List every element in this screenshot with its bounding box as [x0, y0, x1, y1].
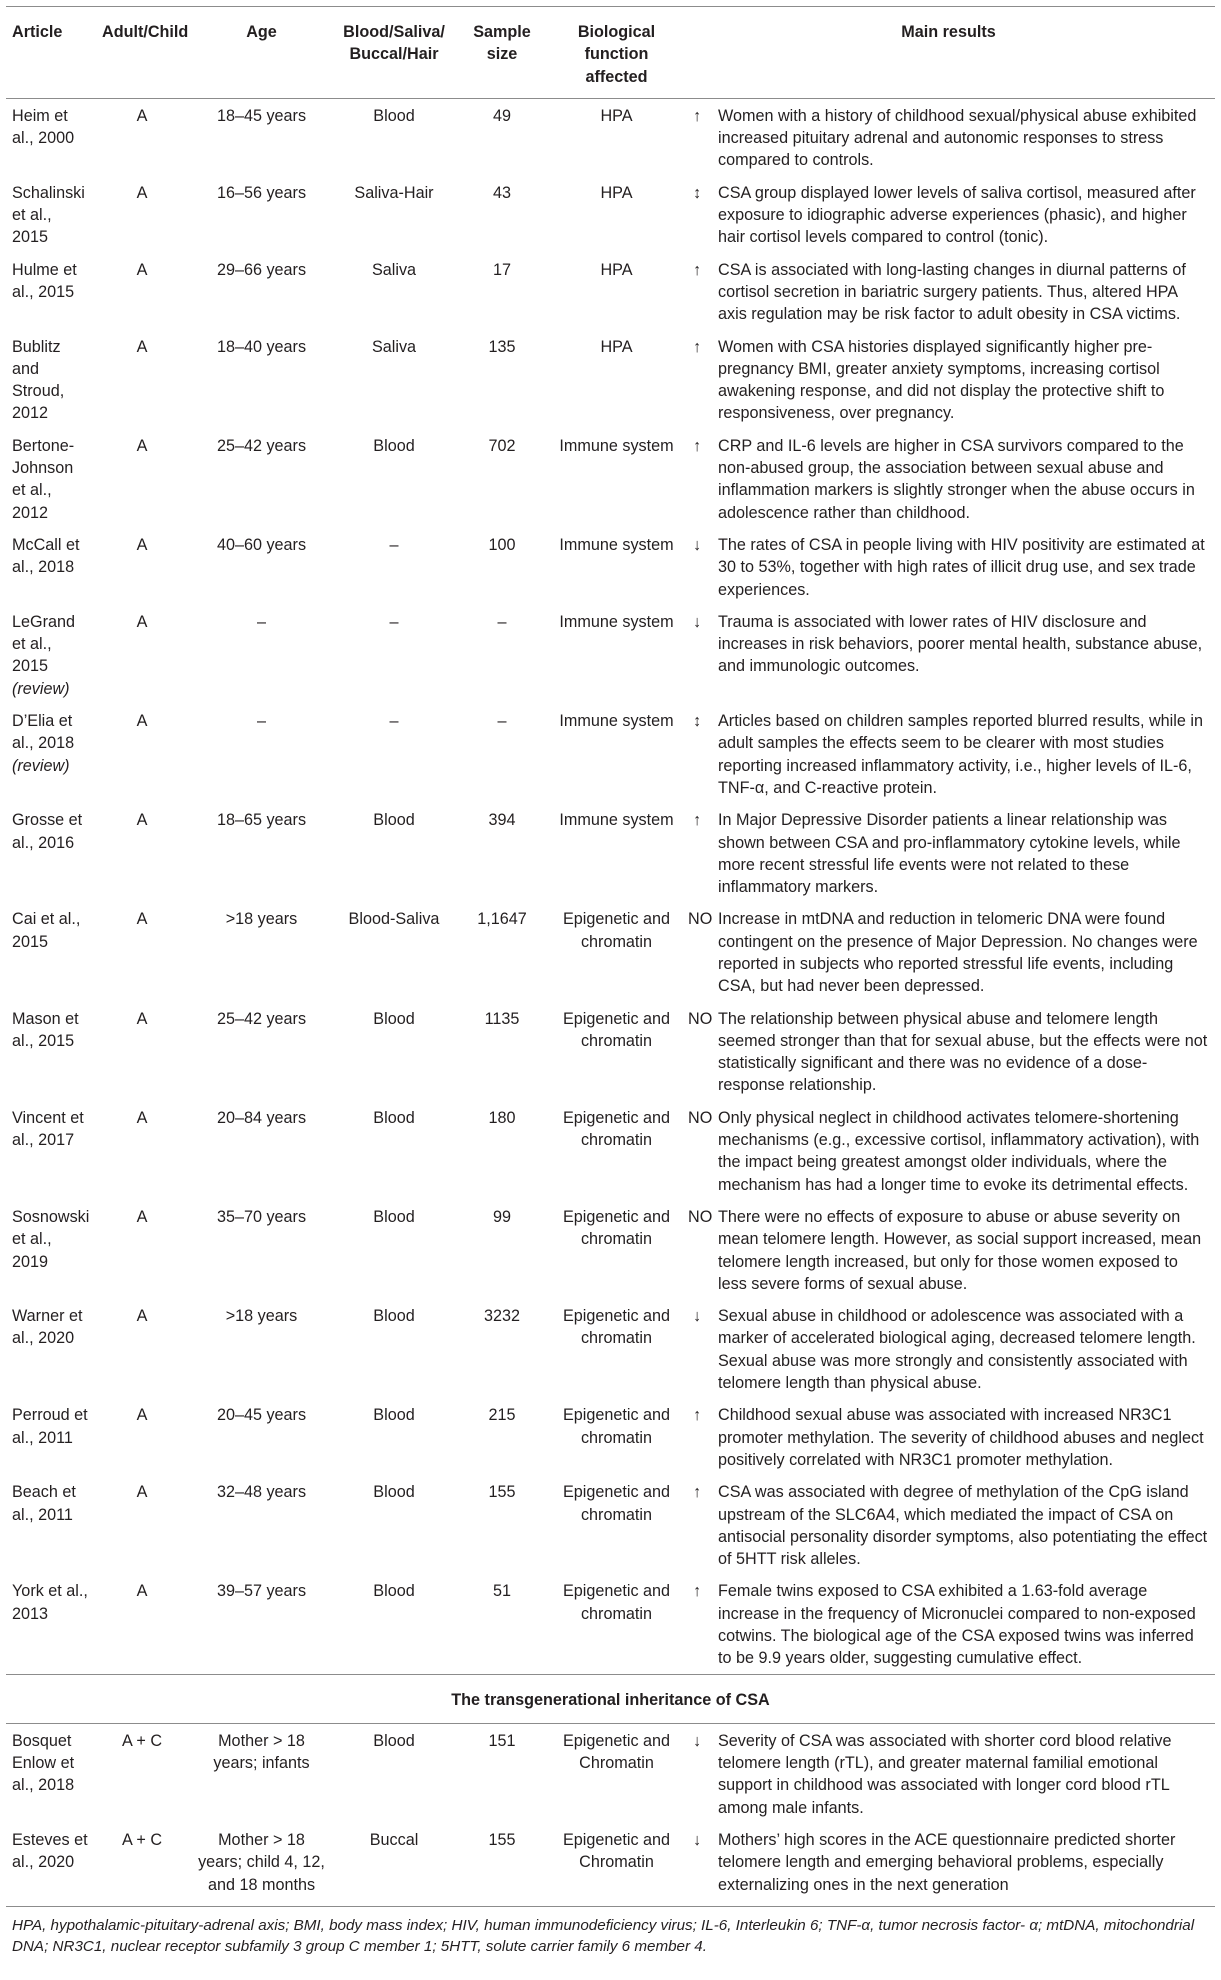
- header-article: Article: [6, 7, 96, 99]
- header-sample-type: Blood/Saliva/ Buccal/Hair: [335, 7, 453, 99]
- function-cell: HPA: [600, 337, 633, 356]
- header-main-results: Main results: [682, 7, 1215, 99]
- sample-type-cell: Blood: [373, 1483, 415, 1502]
- function-cell: HPA: [600, 183, 633, 202]
- adult-child-cell: A: [136, 712, 148, 731]
- result-cell: CSA is associated with long-lasting changes in diurnal patterns of cortisol secretion in bariatric surgery patients. Thus, altered HPA axis regulation may be risk factor to adult obesity in CSA victims.: [718, 260, 1186, 324]
- sample-type-cell: Blood: [373, 1582, 415, 1601]
- direction-indicator: ↑: [692, 337, 702, 356]
- header-adult-child: Adult/Child: [96, 7, 188, 99]
- direction-indicator: ↑: [692, 260, 702, 279]
- result-cell: Articles based on children samples reported blurred results, while in adult samples the effects seem to be clearer with most studies reporting increased inflammatory activity, i.e., higher levels of IL-6, TNF-α, and C-reactive protein.: [718, 712, 1203, 797]
- result-cell: Severity of CSA was associated with shorter cord blood relative telomere length (rTL), and greater maternal familial emotional support in childhood was associated with longer cord blood rTL among male infants.: [718, 1731, 1172, 1817]
- article-cell: [6, 98, 96, 175]
- article-cell: [6, 1200, 96, 1299]
- age-cell: –: [256, 712, 266, 731]
- sample-type-cell: Saliva-Hair: [354, 183, 434, 202]
- sample-size-cell: –: [497, 612, 507, 631]
- table-row: [6, 429, 1215, 528]
- sample-type-cell: Blood: [373, 436, 415, 455]
- sample-size-cell: 135: [488, 337, 516, 356]
- adult-child-cell: A: [136, 1582, 148, 1601]
- function-cell: Epigenetic and chromatin: [562, 1483, 671, 1524]
- result-cell: CSA group displayed lower levels of saliva cortisol, measured after exposure to idiographic adverse experiences (phasic), and higher hair cortisol levels compared to control (tonic).: [718, 183, 1196, 247]
- function-cell: Epigenetic and chromatin: [562, 910, 671, 951]
- table-row: [6, 605, 1215, 704]
- direction-indicator: ↑: [692, 436, 702, 455]
- age-cell: 20–84 years: [216, 1108, 307, 1127]
- header-function: Biological function affected: [551, 7, 682, 99]
- article-cell: [6, 429, 96, 528]
- table-footnote: HPA, hypothalamic-pituitary-adrenal axis; BMI, body mass index; HIV, human immunodeficiency virus; IL-6, Interleukin 6; TNF-α, tumor necrosis factor- α; mtDNA, mitochondrial DNA; NR3C1, nuclear receptor subfamily 3 group C member 1; 5HTT, solute carrier family 6 member 4.: [12, 1916, 1195, 1955]
- direction-indicator: ↓: [682, 1823, 712, 1906]
- adult-child-cell: A: [136, 1406, 148, 1425]
- age-cell: 18–65 years: [216, 811, 307, 830]
- article-citation: Mason et al., 2015: [12, 1009, 79, 1050]
- article-cell: [6, 704, 96, 803]
- article-citation: Bublitz and Stroud, 2012: [12, 337, 65, 423]
- adult-child-cell: A: [136, 535, 148, 554]
- article-citation: Vincent et al., 2017: [12, 1108, 84, 1150]
- age-cell: 39–57 years: [216, 1582, 307, 1601]
- function-cell: Immune system: [559, 535, 674, 554]
- adult-child-cell: A: [136, 106, 148, 125]
- article-citation: Schalinski et al., 2015: [12, 183, 85, 247]
- table-row: [6, 1475, 1215, 1574]
- adult-child-cell: A: [136, 1108, 148, 1127]
- result-cell: There were no effects of exposure to abuse or abuse severity on mean telomere length. However, as social support increased, mean telomere length increased, but only for those women exposed to less severe forms of sexual abuse.: [718, 1207, 1202, 1293]
- table-row: [6, 176, 1215, 253]
- function-cell: Epigenetic and Chromatin: [551, 1823, 682, 1906]
- article-citation: McCall et al., 2018: [12, 535, 80, 577]
- result-cell: Increase in mtDNA and reduction in telomeric DNA were found contingent on the presence of Major Depression. No changes were reported in subjects who reported stressful life events, including CSA, but had never been depressed.: [718, 910, 1198, 996]
- result-cell: Sexual abuse in childhood or adolescence was associated with a marker of accelerated biological aging, decreased telomere length. Sexual abuse was more strongly and consistently associated with telomere length than physical abuse.: [718, 1307, 1196, 1393]
- table-row: [6, 1723, 1215, 1823]
- direction-indicator: NO: [688, 910, 713, 929]
- adult-child-cell: A: [136, 910, 148, 929]
- result-cell: The relationship between physical abuse and telomere length seemed stronger than that for sexual abuse, but the effects were not statistically significant and there was no evidence of a dose-response relationship.: [718, 1009, 1208, 1095]
- sample-type-cell: Blood: [373, 106, 415, 125]
- adult-child-cell: A: [136, 260, 148, 279]
- result-cell: Trauma is associated with lower rates of HIV disclosure and increases in risk behaviors, poorer mental health, substance abuse, and immunologic outcomes.: [718, 612, 1203, 676]
- sample-size-cell: 394: [488, 811, 516, 830]
- article-cell: [6, 1101, 96, 1200]
- sample-type-cell: Blood: [373, 1009, 415, 1028]
- header-age: Age: [188, 7, 335, 99]
- article-citation: LeGrand et al., 2015: [12, 612, 75, 676]
- article-citation: Grosse et al., 2016: [12, 811, 83, 852]
- table-row: [6, 1574, 1215, 1674]
- direction-indicator: ↑: [692, 1582, 702, 1601]
- direction-indicator: ↓: [692, 1307, 702, 1326]
- direction-indicator: NO: [688, 1009, 713, 1028]
- sample-type-cell: Buccal: [335, 1823, 453, 1906]
- result-cell: Women with a history of childhood sexual/physical abuse exhibited increased pituitary adrenal and autonomic responses to stress compared to controls.: [718, 106, 1197, 170]
- result-cell: Mothers’ high scores in the ACE questionnaire predicted shorter telomere length and emerging behavioral problems, especially externalizing ones in the next generation: [712, 1823, 1215, 1906]
- function-cell: Epigenetic and chromatin: [562, 1009, 671, 1050]
- article-cell: [6, 1002, 96, 1101]
- article-citation: Perroud et al., 2011: [12, 1406, 88, 1447]
- results-table: [6, 6, 1215, 1907]
- table-row: [6, 902, 1215, 1001]
- function-cell: Epigenetic and chromatin: [562, 1582, 671, 1623]
- result-cell: Childhood sexual abuse was associated with increased NR3C1 promoter methylation. The severity of childhood abuses and neglect positively correlated with NR3C1 promoter methylation.: [718, 1406, 1204, 1469]
- article-cell: [6, 605, 96, 704]
- function-cell: Epigenetic and chromatin: [562, 1307, 671, 1348]
- table-row: [6, 1398, 1215, 1475]
- age-cell: 18–40 years: [216, 337, 307, 356]
- review-note: (review): [12, 756, 70, 775]
- direction-indicator: NO: [688, 1207, 713, 1226]
- article-cell: [6, 1574, 96, 1674]
- function-cell: Immune system: [559, 436, 674, 455]
- table-row: [6, 528, 1215, 605]
- direction-indicator: ↑: [692, 106, 702, 125]
- adult-child-cell: A: [136, 183, 148, 202]
- function-cell: Immune system: [559, 712, 674, 731]
- sample-type-cell: Blood: [373, 1731, 415, 1750]
- article-cell: [6, 1475, 96, 1574]
- table-row: [6, 1002, 1215, 1101]
- sample-type-cell: Blood: [373, 811, 415, 830]
- sample-size-cell: 215: [488, 1406, 516, 1425]
- article-cell: [6, 253, 96, 330]
- section-row: [6, 1674, 1215, 1723]
- sample-size-cell: –: [497, 712, 507, 731]
- age-cell: 18–45 years: [216, 106, 307, 125]
- result-cell: Women with CSA histories displayed significantly higher pre-pregnancy BMI, greater anxiety symptoms, increasing cortisol awakening response, and did not display the protective shift to responsiveness, over pregnancy.: [718, 337, 1165, 423]
- function-cell: HPA: [600, 106, 633, 125]
- adult-child-cell: A: [136, 1483, 148, 1502]
- age-cell: >18 years: [225, 1307, 298, 1326]
- table-row: [6, 1101, 1215, 1200]
- direction-indicator: ↕: [692, 183, 702, 202]
- result-cell: In Major Depressive Disorder patients a linear relationship was shown between CSA and pro-inflammatory cytokine levels, while more recent stressful life events were not related to these inflammatory markers.: [718, 811, 1181, 897]
- section-title: The transgenerational inheritance of CSA: [6, 1674, 1215, 1723]
- result-cell: Only physical neglect in childhood activates telomere-shortening mechanisms (e.g., excessive cortisol, inflammatory activation), with the impact being greatest amongst older individuals, where the mechanism has had a longer time to evoke its detrimental effects.: [718, 1108, 1200, 1194]
- sample-size-cell: 51: [492, 1582, 511, 1601]
- article-citation: D’Elia et al., 2018: [12, 712, 75, 753]
- adult-child-cell: A: [136, 612, 148, 631]
- direction-indicator: ↕: [692, 712, 702, 731]
- function-cell: Epigenetic and chromatin: [562, 1406, 671, 1447]
- age-cell: 35–70 years: [216, 1207, 307, 1226]
- sample-type-cell: Blood: [373, 1307, 415, 1326]
- article-cell: [6, 176, 96, 253]
- sample-size-cell: 100: [488, 535, 516, 554]
- article-citation: Bertone-Johnson et al., 2012: [12, 436, 75, 522]
- sample-size-cell: 702: [488, 436, 516, 455]
- table-header: [6, 7, 1215, 99]
- function-cell: HPA: [600, 260, 633, 279]
- direction-indicator: ↑: [692, 1406, 702, 1425]
- article-cell: [6, 1299, 96, 1398]
- table-row: [6, 98, 1215, 175]
- article-cell: [6, 803, 96, 902]
- age-cell: Mother > 18 years; infants: [213, 1731, 310, 1773]
- age-cell: 29–66 years: [216, 260, 307, 279]
- sample-type-cell: Blood: [373, 1108, 415, 1127]
- article-citation: Bosquet Enlow et al., 2018: [12, 1731, 75, 1795]
- direction-indicator: NO: [688, 1108, 713, 1127]
- sample-size-cell: 1,1647: [477, 910, 527, 929]
- article-citation: Beach et al., 2011: [12, 1483, 76, 1524]
- sample-size-cell: 49: [492, 106, 511, 125]
- function-cell: Immune system: [559, 811, 674, 830]
- adult-child-cell: A: [136, 1307, 148, 1326]
- result-cell: CSA was associated with degree of methylation of the CpG island upstream of the SLC6A4, which mediated the impact of CSA on antisocial personality disorder symptoms, also potentiating the effect of 5HTT risk alleles.: [718, 1483, 1208, 1569]
- article-citation: Hulme et al., 2015: [12, 260, 77, 301]
- sample-size-cell: 99: [492, 1207, 511, 1226]
- function-cell: Immune system: [559, 612, 674, 631]
- age-cell: 40–60 years: [216, 535, 307, 554]
- table-row: [6, 330, 1215, 429]
- result-cell: Female twins exposed to CSA exhibited a 1.63-fold average increase in the frequency of Micronuclei compared to non-exposed cotwins. The biological age of the CSA exposed twins was inferred to be 9.9 years older, suggesting cumulative effect.: [718, 1582, 1196, 1668]
- adult-child-cell: A: [136, 811, 148, 830]
- article-cell: [6, 1823, 96, 1906]
- article-citation: Esteves et al., 2020: [12, 1831, 88, 1872]
- adult-child-cell: A: [136, 1009, 148, 1028]
- direction-indicator: ↓: [692, 535, 702, 554]
- sample-type-cell: –: [389, 535, 399, 554]
- age-cell: 16–56 years: [216, 183, 307, 202]
- sample-size-cell: 155: [488, 1483, 516, 1502]
- age-cell: –: [256, 612, 266, 631]
- sample-type-cell: –: [389, 612, 399, 631]
- sample-type-cell: Saliva: [371, 337, 417, 356]
- article-citation: Heim et al., 2000: [12, 106, 75, 148]
- article-citation: Cai et al., 2015: [12, 910, 81, 951]
- sample-type-cell: Blood: [373, 1406, 415, 1425]
- adult-child-cell: A + C: [121, 1731, 163, 1750]
- age-cell: 32–48 years: [216, 1483, 307, 1502]
- article-citation: York et al., 2013: [12, 1582, 88, 1623]
- function-cell: Epigenetic and chromatin: [562, 1108, 671, 1150]
- adult-child-cell: A: [136, 436, 148, 455]
- table-row: [6, 803, 1215, 902]
- sample-type-cell: Saliva: [371, 260, 417, 279]
- sample-type-cell: –: [389, 712, 399, 731]
- sample-type-cell: Blood: [373, 1207, 415, 1226]
- sample-size-cell: 151: [488, 1731, 516, 1750]
- sample-size-cell: 180: [488, 1108, 516, 1127]
- article-cell: [6, 330, 96, 429]
- age-cell: >18 years: [225, 910, 298, 929]
- article-cell: [6, 902, 96, 1001]
- article-citation: Warner et al., 2020: [12, 1307, 83, 1348]
- age-cell: 25–42 years: [216, 1009, 307, 1028]
- result-cell: CRP and IL-6 levels are higher in CSA survivors compared to the non-abused group, the association between sexual abuse and inflammation markers is slightly stronger when the abuse occurs in adolescence rather than childhood.: [718, 436, 1195, 522]
- age-cell: 20–45 years: [216, 1406, 307, 1425]
- sample-size-cell: 155: [453, 1823, 551, 1906]
- article-cell: [6, 528, 96, 605]
- sample-size-cell: 1135: [484, 1009, 520, 1028]
- table-row: [6, 1299, 1215, 1398]
- table-row: [6, 1200, 1215, 1299]
- direction-indicator: ↓: [692, 612, 702, 631]
- adult-child-cell: A: [136, 1207, 148, 1226]
- table-row: [6, 1823, 1215, 1906]
- table-body: [6, 98, 1215, 1906]
- article-cell: [6, 1398, 96, 1475]
- result-cell: The rates of CSA in people living with HIV positivity are estimated at 30 to 53%, together with high rates of illicit drug use, and sex trade experiences.: [718, 535, 1205, 599]
- article-citation: Sosnowski et al., 2019: [12, 1207, 90, 1271]
- review-note: (review): [12, 679, 70, 698]
- table-row: [6, 704, 1215, 803]
- adult-child-cell: A: [136, 337, 148, 356]
- function-cell: Epigenetic and Chromatin: [562, 1731, 671, 1773]
- direction-indicator: ↑: [692, 811, 702, 830]
- sample-type-cell: Blood-Saliva: [348, 910, 440, 929]
- sample-size-cell: 3232: [483, 1307, 520, 1326]
- article-cell: [6, 1723, 96, 1823]
- header-sample-size: Sample size: [453, 7, 551, 99]
- direction-indicator: ↓: [692, 1731, 702, 1750]
- age-cell: 25–42 years: [216, 436, 307, 455]
- age-cell: Mother > 18 years; child 4, 12, and 18 months: [188, 1823, 335, 1906]
- direction-indicator: ↑: [692, 1483, 702, 1502]
- function-cell: Epigenetic and chromatin: [562, 1207, 671, 1249]
- table-row: [6, 253, 1215, 330]
- sample-size-cell: 43: [492, 183, 511, 202]
- sample-size-cell: 17: [492, 260, 511, 279]
- adult-child-cell: A + C: [96, 1823, 188, 1906]
